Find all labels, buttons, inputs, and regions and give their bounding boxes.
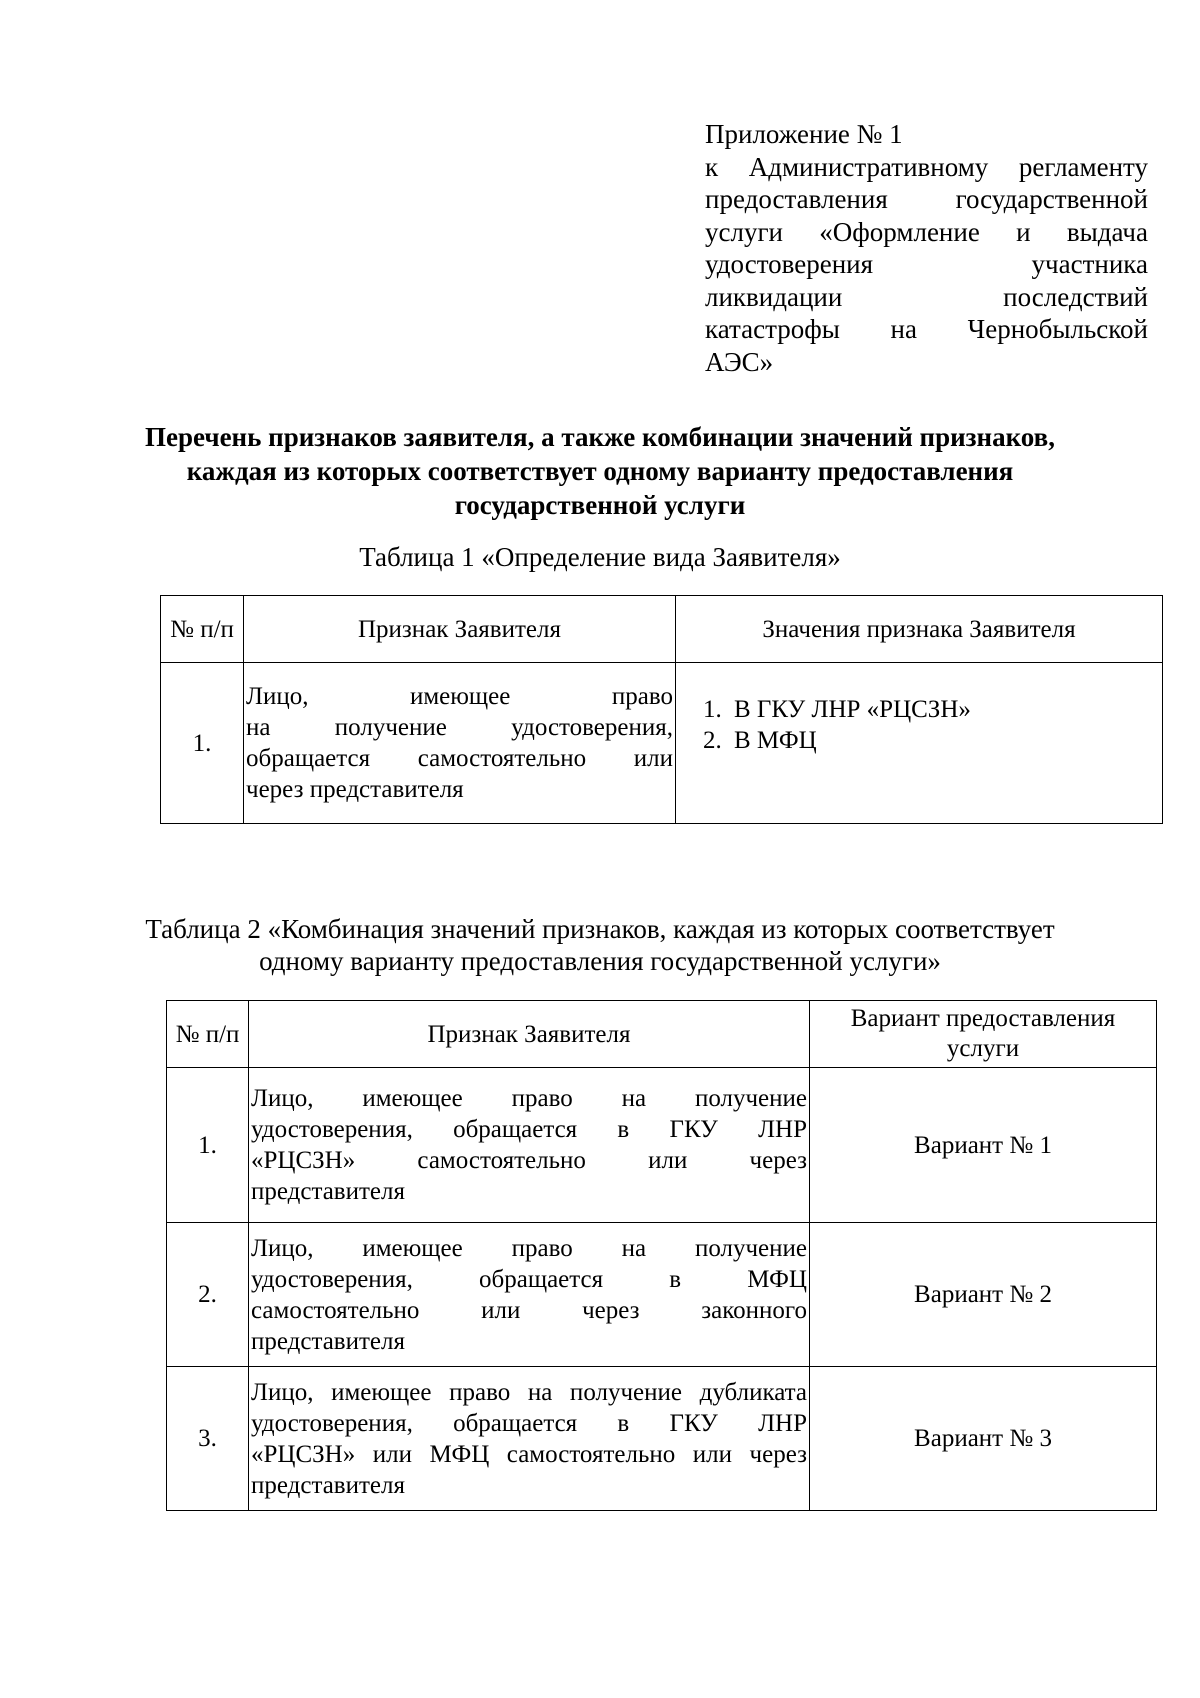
header-variant: Вариант предоставления услуги — [810, 1001, 1157, 1068]
title-line: каждая из которых соответствует одному варианту предоставления — [186, 456, 1014, 486]
header-number: № п/п — [167, 1001, 249, 1068]
sign-line: удостоверения, обращается в ГКУ ЛНР — [251, 1116, 807, 1143]
row-values — [676, 663, 1163, 824]
table1 — [160, 595, 1163, 824]
document-title — [120, 420, 1080, 522]
row-sign — [249, 1223, 810, 1367]
row-number: 2. — [167, 1223, 249, 1367]
table-row — [167, 1367, 1157, 1511]
row-variant: Вариант № 1 — [810, 1068, 1157, 1223]
sign-line: через представителя — [246, 776, 464, 803]
sign-line: удостоверения, обращается в ГКУ ЛНР — [251, 1409, 807, 1437]
appendix-line: катастрофы на Чернобыльской — [705, 314, 1148, 344]
title-line: Перечень признаков заявителя, а также комбинации значений признаков, — [145, 422, 1055, 452]
row-number: 1. — [161, 663, 244, 824]
title-line: государственной услуги — [454, 490, 746, 520]
row-sign — [249, 1068, 810, 1223]
table2 — [166, 1000, 1157, 1511]
sign-line: Лицо, имеющее право на получение — [251, 1085, 807, 1112]
sign-line: представителя — [251, 1178, 405, 1205]
header-sign: Признак Заявителя — [249, 1001, 810, 1068]
header-values: Значения признака Заявителя — [676, 596, 1163, 663]
row-number: 1. — [167, 1068, 249, 1223]
row-number: 3. — [167, 1367, 249, 1511]
table-header-row — [161, 596, 1163, 663]
values-list — [676, 694, 1162, 756]
appendix-line: АЭС» — [705, 346, 774, 377]
sign-line: обращается самостоятельно или — [246, 745, 673, 772]
list-item: 1. В ГКУ ЛНР «РЦСЗН» — [728, 694, 1162, 725]
appendix-line: удостоверения участника — [705, 249, 1148, 279]
row-sign — [249, 1367, 810, 1511]
caption-line: Таблица 2 «Комбинация значений признаков, каждая из которых соответствует — [145, 914, 1055, 944]
table-header-row — [167, 1001, 1157, 1068]
caption-line: одному варианту предоставления государственной услуги» — [259, 946, 941, 976]
row-variant: Вариант № 2 — [810, 1223, 1157, 1367]
list-item: 2. В МФЦ — [728, 725, 1162, 756]
table2-caption — [120, 913, 1080, 977]
sign-line: Лицо, имеющее право на получение дубликата — [251, 1378, 807, 1406]
sign-line: Лицо, имеющее право на получение — [251, 1234, 807, 1262]
sign-line: Лицо, имеющее право — [246, 683, 673, 710]
sign-line: представителя — [251, 1471, 405, 1499]
table-row — [161, 663, 1163, 824]
appendix-line: к Административному регламенту — [705, 151, 1148, 182]
table-row — [167, 1068, 1157, 1223]
sign-line: «РЦСЗН» или МФЦ самостоятельно или через — [251, 1440, 807, 1468]
header-number: № п/п — [161, 596, 244, 663]
sign-line: на получение удостоверения, — [246, 714, 673, 741]
table-row — [167, 1223, 1157, 1367]
row-variant: Вариант № 3 — [810, 1367, 1157, 1511]
appendix-block — [705, 118, 1148, 378]
appendix-line: Приложение № 1 — [705, 119, 903, 149]
row-sign — [244, 663, 676, 824]
appendix-line: услуги «Оформление и выдача — [705, 216, 1148, 247]
appendix-line: предоставления государственной — [705, 184, 1148, 214]
sign-line: удостоверения, обращается в МФЦ — [251, 1265, 807, 1293]
appendix-line: ликвидации последствий — [705, 281, 1148, 312]
header-sign: Признак Заявителя — [244, 596, 676, 663]
sign-line: «РЦСЗН» самостоятельно или через — [251, 1147, 807, 1174]
sign-line: самостоятельно или через законного — [251, 1296, 807, 1324]
table1-caption: Таблица 1 «Определение вида Заявителя» — [359, 542, 841, 572]
sign-line: представителя — [251, 1327, 405, 1355]
